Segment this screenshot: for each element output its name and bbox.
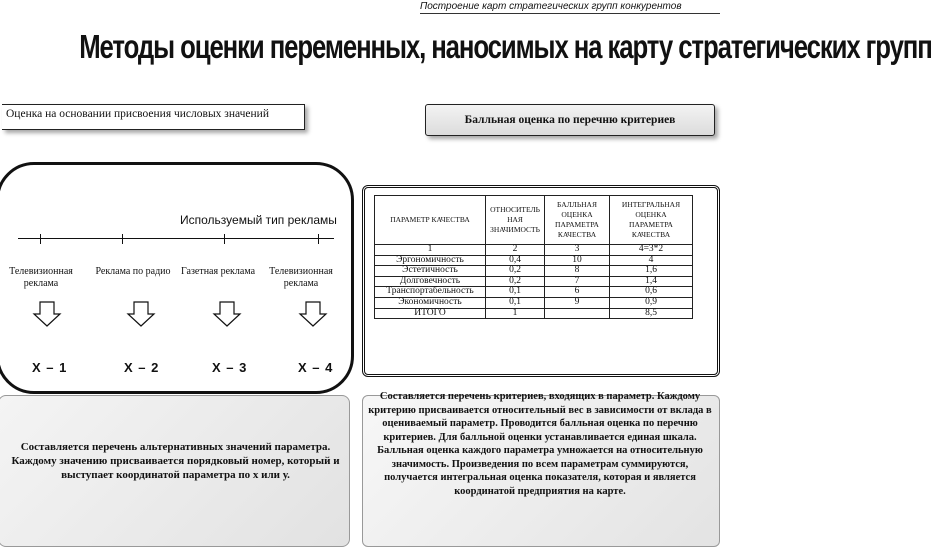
table-cell: 0,9 [610, 297, 693, 308]
table-cell: 6 [545, 287, 610, 298]
table-cell: 0,6 [610, 287, 693, 298]
down-arrow-icon [126, 300, 156, 328]
table-header-cell: ИНТЕГРАЛЬНАЯ ОЦЕНКА ПАРАМЕТРА КАЧЕСТВА [610, 196, 693, 245]
down-arrow-icon [32, 300, 62, 328]
table-cell: 1 [486, 308, 545, 319]
down-arrow-icon [212, 300, 242, 328]
table-cell: 3 [545, 245, 610, 256]
table-header-cell: ПАРАМЕТР КАЧЕСТВА [375, 196, 486, 245]
table-cell: 1 [375, 245, 486, 256]
ad-label-1: Телевизионная реклама [9, 266, 73, 289]
table-row [375, 287, 693, 298]
method-score-label: Балльная оценка по перечню критериев [425, 104, 715, 136]
table-cell: Экономичность [375, 297, 486, 308]
criteria-table [374, 195, 693, 319]
table-cell: 8,5 [610, 308, 693, 319]
table-row [375, 266, 693, 277]
slide-title: Методы оценки переменных, наносимых на карту стратегических групп [79, 28, 932, 65]
table-header-cell: ОТНОСИТЕЛЬ НАЯ ЗНАЧИМОСТЬ [486, 196, 545, 245]
x-value-2: Х – 2 [124, 360, 160, 375]
header-divider [420, 13, 720, 14]
table-row [375, 255, 693, 266]
table-row [375, 308, 693, 319]
table-cell: 7 [545, 276, 610, 287]
table-cell: 4=3*2 [610, 245, 693, 256]
x-value-3: Х – 3 [212, 360, 248, 375]
score-description: Составляется перечень критериев, входящих в параметр. Каждому критерию присваивается относительный вес в зависимости от вклада в оцениваемый параметр. Проводится балльная оценка по перечню критериев. Для балльной оценки устанавливается единая шкала. Балльная оценка каждого параметра умножается на относительную значимость. Произведения по всем параметрам суммируются, получается интегральная оценка показателя, которая и является координатой предприятия на карте. [368, 391, 712, 497]
table-cell: 8 [545, 266, 610, 277]
ads-heading: Используемый тип рекламы [180, 213, 337, 227]
header-subtitle: Построение карт стратегических групп конкурентов [420, 1, 682, 12]
table-cell: ИТОГО [375, 308, 486, 319]
table-cell: 10 [545, 255, 610, 266]
table-row [375, 297, 693, 308]
table-cell: Транспортабельность [375, 287, 486, 298]
table-cell: 0,1 [486, 287, 545, 298]
table-cell: 9 [545, 297, 610, 308]
table-cell: 1,6 [610, 266, 693, 277]
axis-tick [318, 234, 319, 244]
table-cell: 2 [486, 245, 545, 256]
ad-label-4: Телевизионная реклама [269, 266, 333, 289]
table-header-cell: БАЛЛЬНАЯ ОЦЕНКА ПАРАМЕТРА КАЧЕСТВА [545, 196, 610, 245]
ad-label-3: Газетная реклама [180, 266, 256, 277]
axis-tick [224, 234, 225, 244]
axis-tick [122, 234, 123, 244]
table-cell: Эргономичность [375, 255, 486, 266]
table-cell [545, 308, 610, 319]
table-cell: 4 [610, 255, 693, 266]
table-row [375, 245, 693, 256]
numeric-description: Составляется перечень альтернативных значений параметра. Каждому значению присваивается порядковый номер, который и выступает координатой параметра по х или у. [11, 441, 340, 481]
method-numeric-label: Оценка на основании присвоения числовых значений [2, 104, 305, 130]
table-header-row [375, 196, 693, 245]
x-value-1: Х – 1 [32, 360, 68, 375]
table-cell: 0,4 [486, 255, 545, 266]
table-cell: 0,2 [486, 276, 545, 287]
down-arrow-icon [298, 300, 328, 328]
table-cell: 0,1 [486, 297, 545, 308]
x-value-4: Х – 4 [298, 360, 334, 375]
table-cell: 1,4 [610, 276, 693, 287]
table-cell: Долговечность [375, 276, 486, 287]
ads-axis [18, 238, 334, 239]
axis-tick [40, 234, 41, 244]
table-cell: Эстетичность [375, 266, 486, 277]
ad-label-2: Реклама по радио [95, 266, 171, 277]
table-cell: 0,2 [486, 266, 545, 277]
